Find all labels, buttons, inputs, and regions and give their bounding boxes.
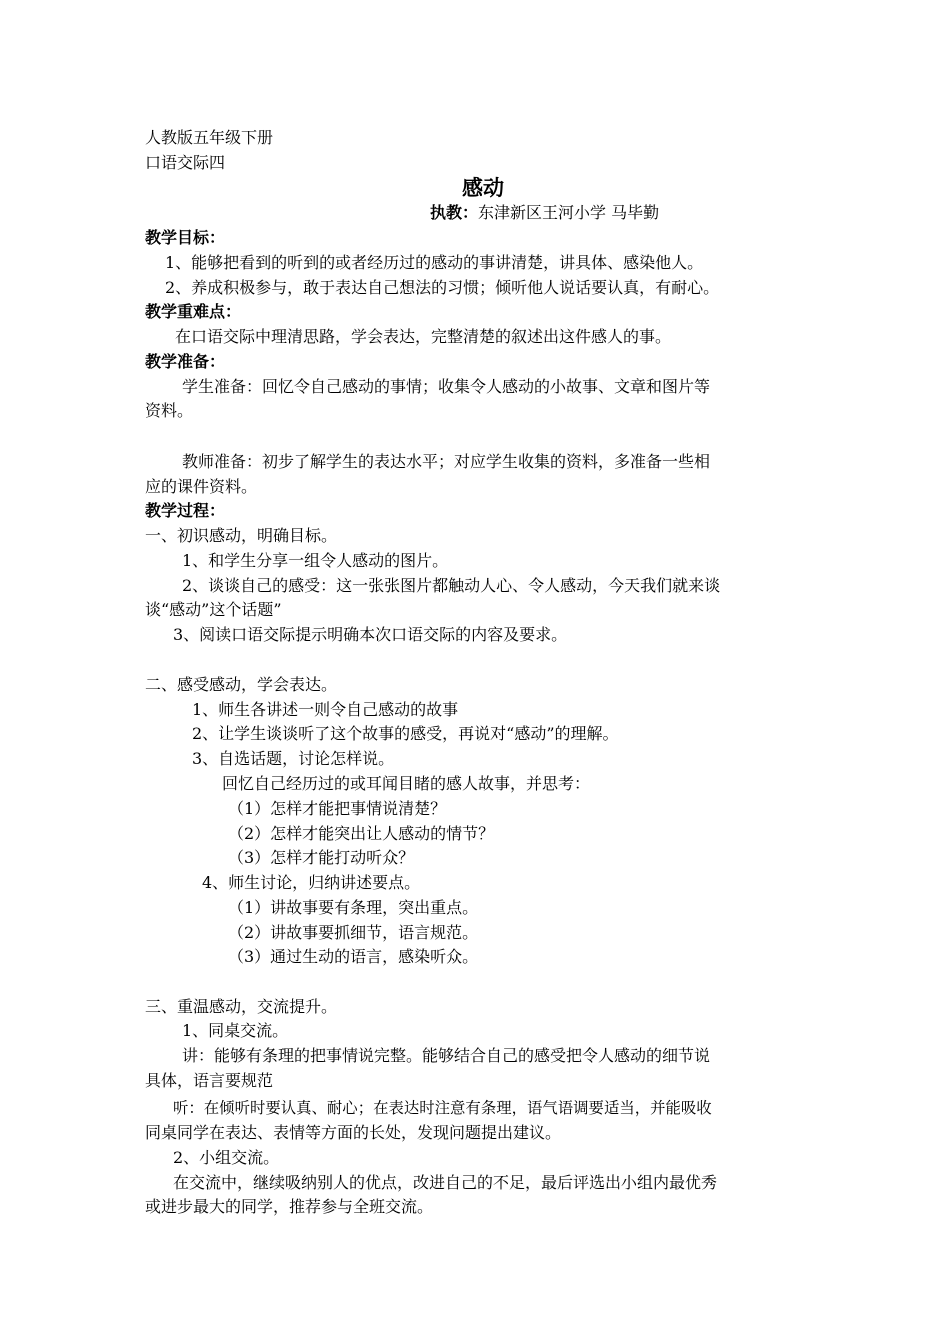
section-title: 三、重温感动，交流提升。 [145, 997, 338, 1016]
goal-item: 2、养成积极参与，敢于表达自己想法的习惯；倾听他人说话要认真，有耐心。 [165, 278, 720, 297]
list-item: （2）怎样才能突出让人感动的情节？ [228, 824, 495, 843]
list-item: （3）怎样才能打动听众？ [228, 848, 415, 867]
teacher-line [430, 203, 659, 223]
list-item: 1、师生各讲述一则令自己感动的故事 [192, 700, 459, 719]
list-item: 同桌同学在表达、表情等方面的长处，发现问题提出建议。 [145, 1123, 562, 1142]
section-title: 二、感受感动，学会表达。 [145, 675, 338, 694]
list-item: （1）怎样才能把事情说清楚？ [228, 799, 447, 818]
student-prep-line: 学生准备：回忆令自己感动的事情；收集令人感动的小故事、文章和图片等 [182, 377, 711, 396]
list-item: 2、谈谈自己的感受：这一张张图片都触动人心、令人感动，今天我们就来谈 [182, 576, 721, 595]
teacher-label: 执教： [430, 203, 479, 222]
list-item: 或进步最大的同学，推荐参与全班交流。 [145, 1197, 434, 1216]
list-item: 具体，语言要规范 [145, 1071, 274, 1090]
list-item: 3、自选话题，讨论怎样说。 [192, 749, 395, 768]
list-item: 在交流中，继续吸纳别人的优点，改进自己的不足，最后评选出小组内最优秀 [173, 1173, 718, 1192]
preparation-heading: 教学准备： [145, 352, 226, 371]
textbook-label: 人教版五年级下册 [145, 128, 274, 147]
list-item: （1）讲故事要有条理，突出重点。 [228, 898, 479, 917]
page-title: 感动 [462, 176, 504, 200]
list-item: 2、小组交流。 [173, 1148, 280, 1167]
teacher-prep-line: 应的课件资料。 [145, 477, 258, 496]
list-item: 2、让学生谈谈听了这个故事的感受，再说对“感动”的理解。 [192, 724, 619, 743]
process-heading: 教学过程： [145, 501, 226, 520]
goal-item: 1、能够把看到的听到的或者经历过的感动的事讲清楚，讲具体、感染他人。 [165, 253, 704, 272]
list-item: 1、同桌交流。 [182, 1021, 289, 1040]
lesson-label: 口语交际四 [145, 153, 226, 172]
student-prep-line: 资料。 [145, 401, 194, 420]
teacher-value: 东津新区王河小学 马毕勤 [478, 203, 660, 222]
list-item: 回忆自己经历过的或耳闻目睹的感人故事，并思考： [222, 774, 591, 793]
list-item: 1、和学生分享一组令人感动的图片。 [182, 551, 449, 570]
key-points-heading: 教学重难点： [145, 302, 242, 321]
key-points-text: 在口语交际中理清思路，学会表达，完整清楚的叙述出这件感人的事。 [175, 327, 672, 346]
list-item: 谈“感动”这个话题” [145, 600, 282, 619]
goals-heading: 教学目标： [145, 228, 226, 247]
list-item: 4、师生讨论，归纳讲述要点。 [202, 873, 421, 892]
list-item: 3、阅读口语交际提示明确本次口语交际的内容及要求。 [173, 625, 568, 644]
list-item: 听：在倾听时要认真、耐心；在表达时注意有条理，语气语调要适当，并能吸收 [173, 1099, 712, 1117]
section-title: 一、初识感动，明确目标。 [145, 526, 338, 545]
list-item: （2）讲故事要抓细节，语言规范。 [228, 923, 479, 942]
teacher-prep-line: 教师准备：初步了解学生的表达水平；对应学生收集的资料，多准备一些相 [182, 452, 711, 471]
list-item: 讲：能够有条理的把事情说完整。能够结合自己的感受把令人感动的细节说 [182, 1046, 711, 1065]
list-item: （3）通过生动的语言，感染听众。 [228, 947, 479, 966]
